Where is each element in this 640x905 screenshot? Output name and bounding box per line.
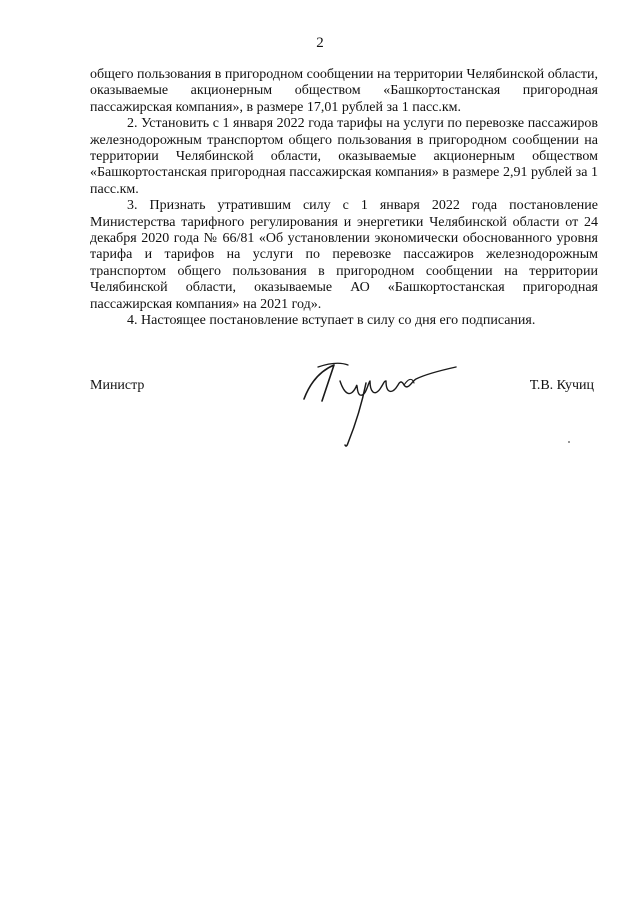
- page-number: 2: [316, 35, 324, 51]
- paragraph-item-3: 3. Признать утратившим силу с 1 января 2022 года постановление Министерства тарифного регулирования и энергетики Челябинской области от 24 декабря 2020 года № 66/81 «Об установлении экономически обоснованного уровня тарифа и тарифов на услуги по перевозке пассажиров железнодорожным транспортом общего пользования в пригородном сообщении на территории Челябинской области, оказываемые АО «Башкортостанская пригородная пассажирская компания» на 2021 год».: [90, 198, 598, 312]
- handwritten-signature: [300, 359, 460, 451]
- paragraph-item-4: 4. Настоящее постановление вступает в силу со дня его подписания.: [127, 313, 536, 329]
- signature-block: [90, 375, 598, 465]
- paragraph-item-2: 2. Установить с 1 января 2022 года тарифы на услуги по перевозке пассажиров железнодорожным транспортом общего пользования в пригородном сообщении на территории Челябинской области, оказываемые акционерным обществом «Башкортостанская пригородная пассажирская компания» в размере 2,91 рублей за 1 пасс.км.: [90, 116, 598, 197]
- scan-speck: [568, 441, 570, 443]
- signer-name: Т.В. Кучиц: [529, 378, 594, 393]
- document-body: [90, 67, 598, 330]
- paragraph-continuation: общего пользования в пригородном сообщении на территории Челябинской области, оказываемые акционерным обществом «Башкортостанская пригородная пассажирская компания», в размере 17,01 рублей за 1 пасс.км.: [90, 67, 598, 115]
- signer-position: Министр: [90, 378, 145, 393]
